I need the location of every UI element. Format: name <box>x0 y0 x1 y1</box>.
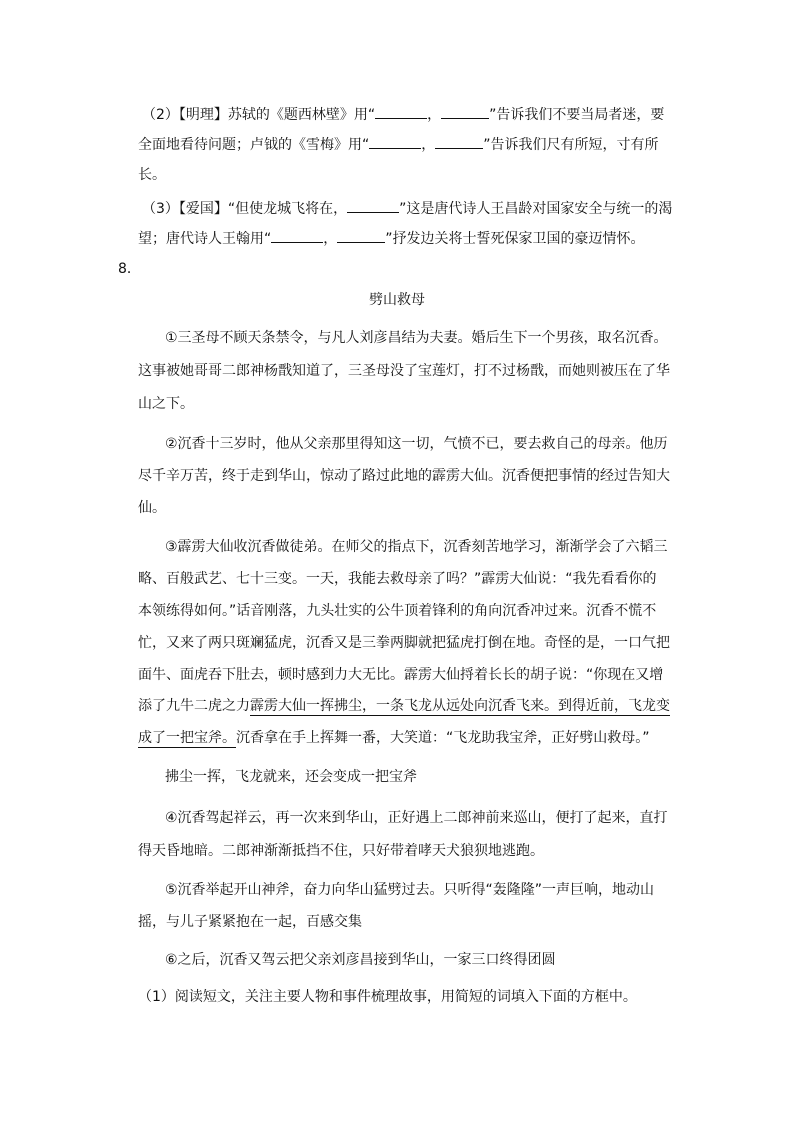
answer-blank[interactable] <box>337 228 385 243</box>
passage-line: 仙。 <box>138 500 166 516</box>
passage-line: 成了一把宝斧。沉香拿在手上挥舞一番，大笑道：“飞龙助我宝斧，正好劈山救母。” <box>138 730 650 746</box>
passage-line: 山之下。 <box>138 396 194 412</box>
passage-line: 尽千辛万苦，终于走到华山，惊动了路过此地的霹雳大仙。沉香便把事情的经过告知大 <box>138 468 670 484</box>
passage-line: 摇，与儿子紧紧抱在一起，百感交集 <box>138 914 362 930</box>
passage-line: 面牛、面虎吞下肚去，顿时感到力大无比。霹雳大仙捋着长长的胡子说：“你现在又增 <box>138 667 664 683</box>
passage-line: ②沉香十三岁时，他从父亲那里得知这一切，气愤不已，要去救自己的母亲。他历 <box>165 436 668 452</box>
passage-line: 添了九牛二虎之力霹雳大仙一挥拂尘，一条飞龙从远处向沉香飞来。到得近前，飞龙变 <box>138 698 670 714</box>
passage-line: ⑥之后，沉香又驾云把父亲刘彦昌接到华山，一家三口终得团圆 <box>165 952 556 968</box>
sub-question-1: （1）阅读短文，关注主要人物和事件梳理故事，用简短的词填入下面的方框中。 <box>138 989 637 1005</box>
note-line: 拂尘一挥，飞龙就来，还会变成一把宝斧 <box>165 769 417 785</box>
q2-line-3: 长。 <box>138 167 166 183</box>
passage-line: ④沉香驾起祥云，再一次来到华山，正好遇上二郎神前来巡山，便打了起来，直打 <box>165 810 668 826</box>
q3-line-2: 望；唐代诗人王翰用“ ， ”抒发边关将士誓死保家卫国的豪迈情怀。 <box>138 228 645 249</box>
question-number: 8． <box>118 261 141 277</box>
answer-blank[interactable] <box>375 104 427 119</box>
answer-blank[interactable] <box>441 104 489 119</box>
passage-line: ①三圣母不顾天条禁令，与凡人刘彦昌结为夫妻。婚后生下一个男孩，取名沉香。 <box>165 330 668 346</box>
passage-line: 忙，又来了两只斑斓猛虎，沉香又是三拳两脚就把猛虎打倒在地。奇怪的是，一口气把 <box>138 635 670 651</box>
underlined-sentence: 霹雳大仙一挥拂尘，一条飞龙从远处向沉香飞来。到得近前，飞龙变 <box>250 698 670 714</box>
passage-line: ⑤沉香举起开山神斧，奋力向华山猛劈过去。只听得“轰隆隆”一声巨响，地动山 <box>165 882 655 898</box>
passage-line: 这事被她哥哥二郎神杨戬知道了，三圣母没了宝莲灯，打不过杨戬，而她则被压在了华 <box>138 363 670 379</box>
passage-line: 本领练得如何。”话音刚落，九头壮实的公牛顶着锋利的角向沉香冲过来。沉香不慌不 <box>138 603 657 619</box>
q3-line-1: （3）【爱国】“但使龙城飞将在， ”这是唐代诗人王昌龄对国家安全与统一的渴 <box>142 198 672 219</box>
q2-line-2: 全面地看待问题；卢钺的《雪梅》用“ ， ”告诉我们尺有所短，寸有所 <box>138 134 659 155</box>
passage-line: 略、百般武艺、七十三变。一天，我能去救母亲了吗？”霹雳大仙说：“我先看看你的 <box>138 571 657 587</box>
answer-blank[interactable] <box>271 228 323 243</box>
answer-blank[interactable] <box>435 134 483 149</box>
passage-title: 劈山救母 <box>369 292 425 308</box>
underlined-sentence: 成了一把宝斧。 <box>138 730 236 746</box>
answer-blank[interactable] <box>369 134 421 149</box>
q2-line-1: （2）【明理】苏轼的《题西林壁》用“ ， ”告诉我们不要当局者迷，要 <box>142 104 664 125</box>
passage-line: ③霹雳大仙收沉香做徒弟。在师父的指点下，沉香刻苦地学习，渐渐学会了六韬三 <box>165 539 668 555</box>
answer-blank[interactable] <box>347 198 399 213</box>
passage-line: 得天昏地暗。二郎神渐渐抵挡不住，只好带着哮天犬狼狈地逃跑。 <box>138 843 544 859</box>
